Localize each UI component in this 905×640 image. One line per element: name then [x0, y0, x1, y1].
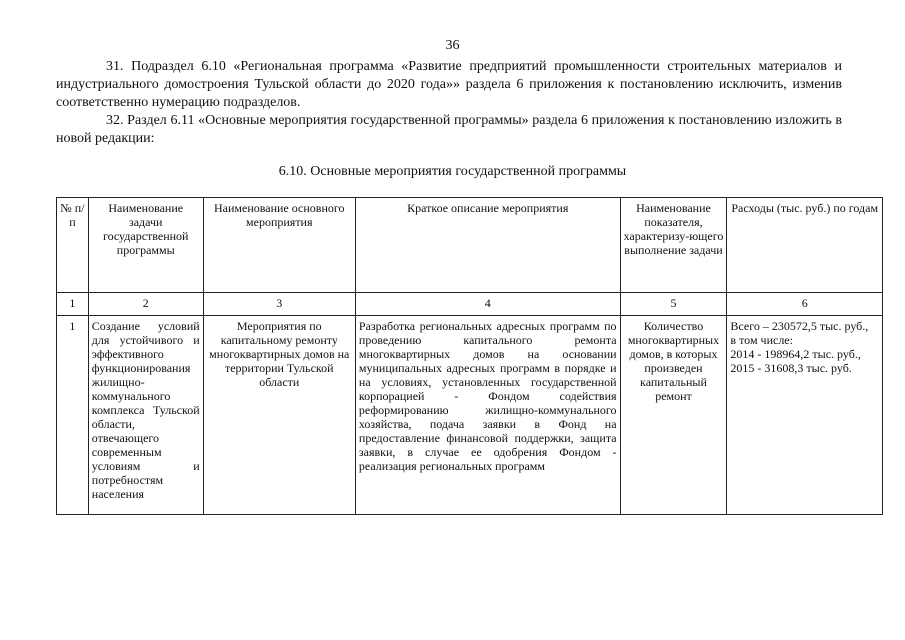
header-task: Наименование задачи государственной программы: [88, 198, 203, 293]
row-task: Создание условий для устойчивого и эффективного функционирования жилищно-коммунального комплекса Тульской области, отвечающего современным условиям и потребностям населения: [88, 316, 203, 515]
header-number: № п/п: [57, 198, 89, 293]
header-description: Краткое описание мероприятия: [355, 198, 620, 293]
expenses-2014: 2014 - 198964,2 тыс. руб.,: [730, 347, 861, 361]
row-main-event: Мероприятия по капитальному ремонту многоквартирных домов на территории Тульской области: [203, 316, 355, 515]
row-number: 1: [57, 316, 89, 515]
expenses-2015: 2015 - 31608,3 тыс. руб.: [730, 361, 852, 375]
paragraph-31: 31. Подраздел 6.10 «Региональная программа «Развитие предприятий промышленности строительных материалов и индустриального домостроения Тульской области до 2020 года»» раздела 6 приложения к постановлению исключить, изменив соответственно нумерацию подразделов.: [56, 59, 842, 110]
column-number: 4: [355, 293, 620, 316]
table-header-row: [57, 198, 883, 293]
header-expenses: Расходы (тыс. руб.) по годам: [727, 198, 883, 293]
column-number: 6: [727, 293, 883, 316]
row-indicator: Количество многоквартирных домов, в которых произведен капитальный ремонт: [620, 316, 727, 515]
column-number: 5: [620, 293, 727, 316]
paragraph-32: 32. Раздел 6.11 «Основные мероприятия государственной программы» раздела 6 приложения к постановлению изложить в новой редакции:: [56, 113, 842, 146]
column-number: 3: [203, 293, 355, 316]
table-row: [57, 316, 883, 515]
page-number: 36: [445, 38, 460, 53]
column-number-row: [57, 293, 883, 316]
row-description: Разработка региональных адресных программ по проведению капитального ремонта многоквартирных домов на основании муниципальных адресных программ в порядке и на условиях, установленных государственной корпорацией - Фондом содействия реформированию жилищно-коммунального хозяйства, подача заявки в Фонд на предоставление финансовой поддержки, защита заявки, в случае ее одобрения Фондом - реализация региональных программ: [355, 316, 620, 515]
section-title: 6.10. Основные мероприятия государственной программы: [278, 164, 627, 179]
header-indicator: Наименование показателя, характеризу-ющего выполнение задачи: [620, 198, 727, 293]
expenses-including: в том числе:: [730, 333, 793, 347]
column-number: 1: [57, 293, 89, 316]
header-main-event: Наименование основного мероприятия: [203, 198, 355, 293]
expenses-total: Всего – 230572,5 тыс. руб.,: [730, 319, 869, 333]
row-expenses: [727, 316, 883, 515]
activities-table: [56, 197, 883, 515]
column-number: 2: [88, 293, 203, 316]
